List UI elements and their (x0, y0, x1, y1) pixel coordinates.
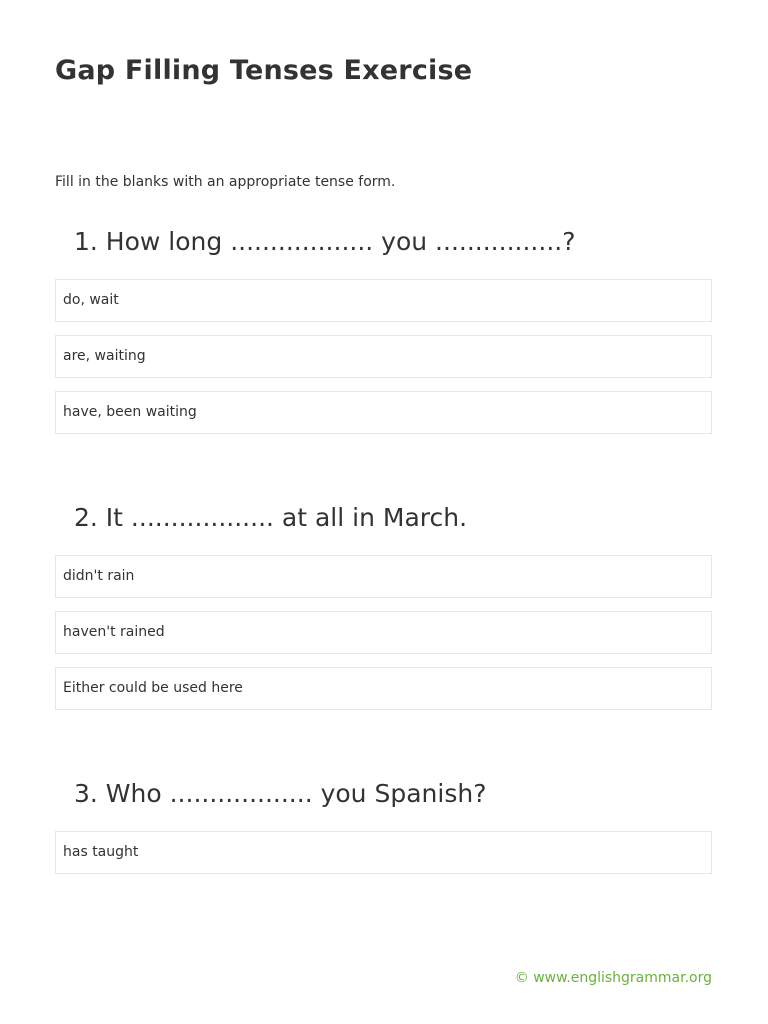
answer-options (55, 555, 712, 710)
answer-option[interactable]: Either could be used here (55, 667, 712, 710)
question-1 (55, 224, 712, 447)
footer-copyright-link[interactable]: © www.englishgrammar.org (514, 970, 712, 986)
page-title: Gap Filling Tenses Exercise (55, 55, 473, 86)
answer-option[interactable]: are, waiting (55, 335, 712, 378)
question-text: 2. It .................. at all in March. (74, 503, 468, 532)
answer-option[interactable]: do, wait (55, 279, 712, 322)
answer-option[interactable]: haven't rained (55, 611, 712, 654)
question-text: 1. How long .................. you ................? (74, 227, 576, 256)
question-2 (55, 500, 712, 723)
answer-options (55, 279, 712, 434)
answer-option[interactable]: didn't rain (55, 555, 712, 598)
instructions-text: Fill in the blanks with an appropriate tense form. (55, 174, 396, 190)
question-text: 3. Who .................. you Spanish? (74, 779, 487, 808)
question-3 (55, 776, 712, 887)
answer-options (55, 831, 712, 874)
answer-option[interactable]: has taught (55, 831, 712, 874)
answer-option[interactable]: have, been waiting (55, 391, 712, 434)
